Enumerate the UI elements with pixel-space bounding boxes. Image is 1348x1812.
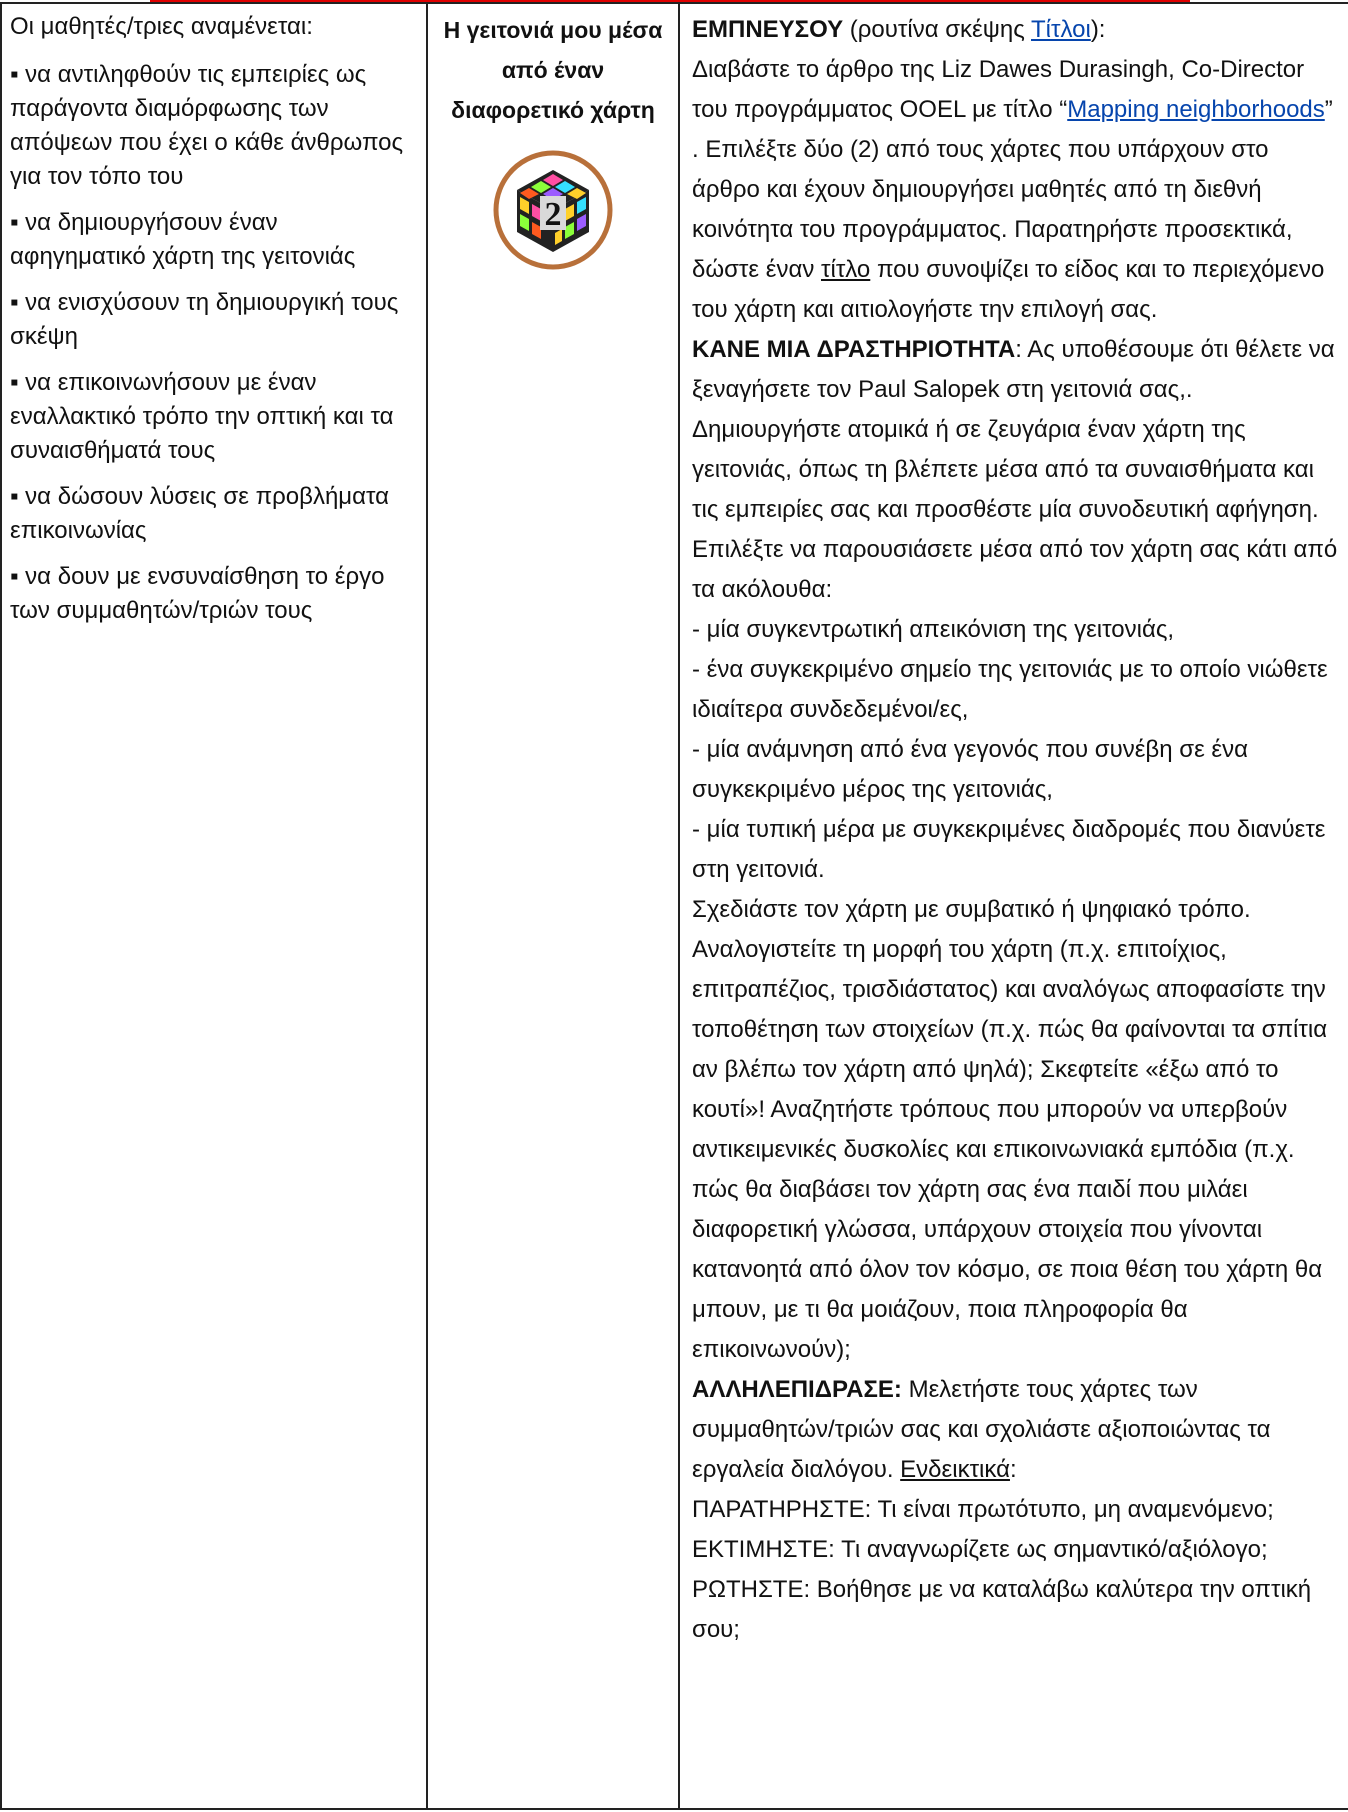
interact-label: ΑΛΛΗΛΕΠΙΔΡΑΣΕ: [692, 1376, 902, 1403]
indicative-word: Ενδεικτικά [900, 1456, 1010, 1483]
observe-line: ΠΑΡΑΤΗΡΗΣΤΕ: Τι είναι πρωτότυπο, μη αναμενόμενο; [692, 1496, 1274, 1523]
cube-badge-number: 2 [544, 196, 562, 233]
inspire-label: ΕΜΠΝΕΥΣΟΥ [692, 16, 844, 43]
instructions-cell [679, 3, 1348, 1809]
objective-item: ▪ να ενισχύσουν τη δημιουργική τους σκέψη [10, 289, 399, 350]
table-row [1, 3, 1348, 1809]
objective-item: ▪ να επικοινωνήσουν με έναν εναλλακτικό τρόπο την οπτική και τα συναισθήματά τους [10, 369, 394, 464]
inspire-text: Διαβάστε το άρθρο της Liz Dawes Durasingh, Co-Director του προγράμματος OOEL με τίτλο “Mapping neighborhoods” . Επιλέξτε δύο (2) από τους χάρτες που υπάρχουν στο άρθρο και έχουν δημιουργήσει μαθητές από τη διεθνή κοινότητα του προγράμματος. Παρατηρήστε προσεκτικά, δώστε έναν τίτλο που συνοψίζει το είδος και το περιεχόμενο του χάρτη και αιτιολογήστε την επιλογή σας. [692, 56, 1333, 323]
title-word: τίτλο [821, 256, 871, 283]
objective-item: ▪ να αντιληφθούν τις εμπειρίες ως παράγοντα διαμόρφωσης των απόψεων που έχει ο κάθε άνθρωπος για τον τόπο του [10, 61, 404, 190]
mapping-neighborhoods-link[interactable]: Mapping neighborhoods [1067, 96, 1325, 123]
activity-label: ΚΑΝΕ ΜΙΑ ΔΡΑΣΤΗΡΙΟΤΗΤΑ [692, 336, 1016, 363]
objective-item: ▪ να δημιουργήσουν έναν αφηγηματικό χάρτη της γειτονιάς [10, 209, 356, 270]
design-paragraph: Σχεδιάστε τον χάρτη με συμβατικό ή ψηφιακό τρόπο. Αναλογιστείτε τη μορφή του χάρτη (π.χ. επιτοίχιος, επιτραπέζιος, τρισδιάστατος) και αναλόγως αποφασίστε την τοποθέτηση των στοιχείων (π.χ. πώς θα φαίνονται τα σπίτια αν βλέπω τον χάρτη από ψηλά); Σκεφτείτε «έξω από το κουτί»! Αναζητήστε τρόπους που μπορούν να υπερβούν αντικειμενικές δυσκολίες και επικοινωνιακά εμπόδια (π.χ. πώς θα διαβάσει τον χάρτη σας ένα παιδί που μιλάει διαφορετική γλώσσα, υπάρχουν στοιχεία που γίνονται κατανοητά από όλον τον κόσμο, σε ποια θέση του χάρτη θα μπουν, με τι θα μοιάζουν, ποια πληροφορία θα επικοινωνούν); [692, 896, 1328, 1363]
objective-item: ▪ να δώσουν λύσεις σε προβλήματα επικοινωνίας [10, 483, 390, 544]
option-item: - μία ανάμνηση από ένα γεγονός που συνέβη σε ένα συγκεκριμένο μέρος της γειτονιάς, [692, 736, 1249, 803]
rubiks-cube-icon [491, 148, 615, 272]
routine-suffix: ): [1090, 16, 1106, 43]
interact-paragraph: ΑΛΛΗΛΕΠΙΔΡΑΣΕ: Μελετήστε τους χάρτες των συμμαθητών/τριών σας και σχολιάστε αξιοποιώντας τα εργαλεία διαλόγου. Ενδεικτικά: [692, 1376, 1271, 1483]
lesson-table [0, 2, 1348, 1810]
option-item: - μία τυπική μέρα με συγκεκριμένες διαδρομές που διανύετε στη γειτονιά. [692, 816, 1326, 883]
activity-title: Η γειτονιά μου μέσα από έναν διαφορετικό χάρτη [443, 17, 663, 123]
option-item: - ένα συγκεκριμένο σημείο της γειτονιάς με το οποίο νιώθετε ιδιαίτερα συνδεδεμένοι/ες, [692, 656, 1328, 723]
objectives-intro: Οι μαθητές/τριες αναμένεται: [10, 13, 313, 40]
objective-item: ▪ να δουν με ενσυναίσθηση το έργο των συμμαθητών/τριών τους [10, 563, 385, 624]
titles-routine-link[interactable]: Τίτλοι [1031, 16, 1091, 43]
activity-paragraph: ΚΑΝΕ ΜΙΑ ΔΡΑΣΤΗΡΙΟΤΗΤΑ: Ας υποθέσουμε ότι θέλετε να ξεναγήσετε τον Paul Salopek στη γειτονιά σας,. Δημιουργήστε ατομικά ή σε ζευγάρια έναν χάρτη της γειτονιάς, όπως τη βλέπετε μέσα από τα συναισθήματα και τις εμπειρίες σας και προσθέστε μία συνοδευτική αφήγηση. Επιλέξτε να παρουσιάσετε μέσα από τον χάρτη σας κάτι από τα ακόλουθα: [692, 336, 1338, 603]
inspire-paragraph [692, 10, 1340, 50]
option-item: - μία συγκεντρωτική απεικόνιση της γειτονιάς, [692, 616, 1175, 643]
ask-line: ΡΩΤΗΣΤΕ: Βοήθησε με να καταλάβω καλύτερα την οπτική σου; [692, 1576, 1312, 1643]
routine-prefix: (ρουτίνα σκέψης [843, 16, 1032, 43]
activity-title-cell [427, 3, 679, 1809]
objectives-cell [1, 3, 427, 1809]
appreciate-line: ΕΚΤΙΜΗΣΤΕ: Τι αναγνωρίζετε ως σημαντικό/αξιόλογο; [692, 1536, 1268, 1563]
